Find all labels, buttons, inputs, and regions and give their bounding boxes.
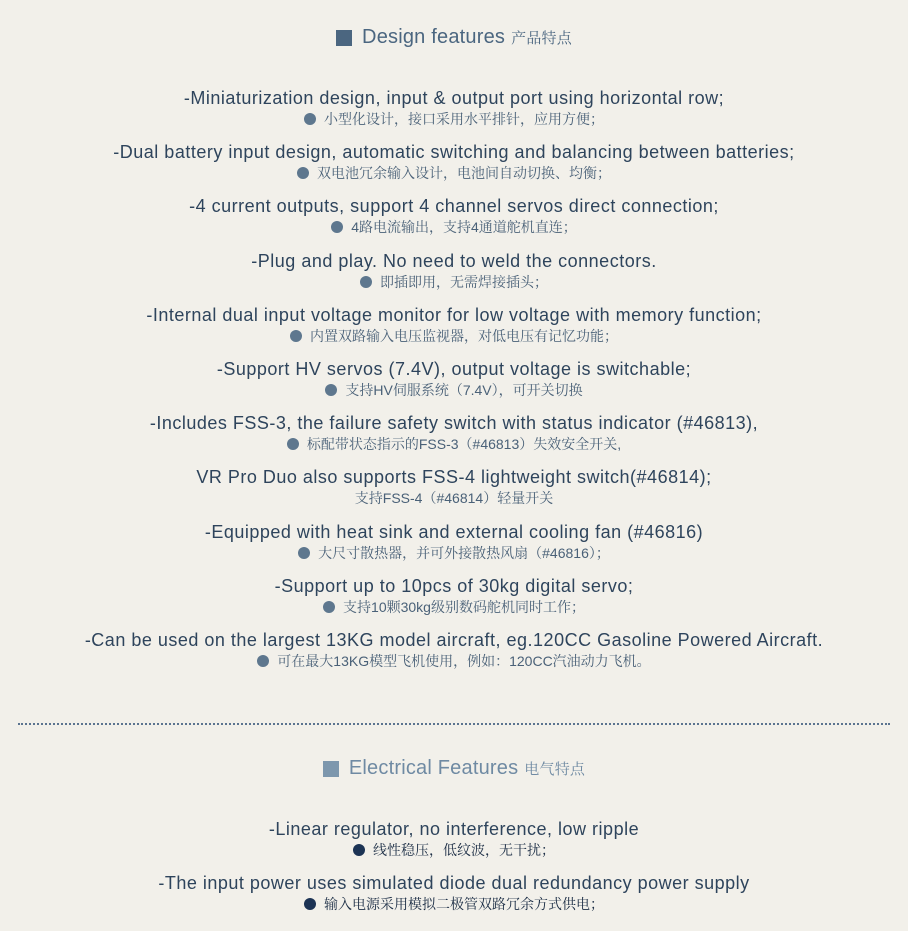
list-item (0, 141, 908, 195)
design-features-title-cn: 产品特点 (511, 30, 572, 47)
feature-en: -Includes FSS-3, the failure safety switch with status indicator (#46813), (149, 413, 759, 434)
list-item (0, 250, 908, 304)
feature-zh: 输入电源采用模拟二极管双路冗余方式供电； (324, 896, 604, 913)
list-item (0, 195, 908, 249)
feature-en: -Plug and play. No need to weld the connectors. (251, 250, 657, 271)
feature-zh: 可在最大13KG模型飞机使用，例如：120CC汽油动力飞机。 (277, 652, 651, 669)
list-item (0, 304, 908, 358)
list-item (0, 575, 908, 629)
dot-bullet-icon (298, 547, 310, 559)
list-item (0, 412, 908, 466)
feature-en: -Support up to 10pcs of 30kg digital servo; (274, 575, 634, 596)
design-features-heading (0, 26, 908, 49)
square-bullet-icon (323, 761, 339, 777)
dot-bullet-icon (257, 655, 269, 667)
feature-zh: 小型化设计，接口采用水平排针，应用方便； (324, 111, 604, 127)
list-item (0, 87, 908, 141)
feature-zh-line (0, 597, 908, 618)
dot-bullet-icon (323, 601, 335, 613)
feature-zh: 内置双路输入电压监视器，对低电压有记忆功能； (310, 327, 618, 344)
electrical-features-heading (0, 757, 908, 780)
feature-zh-line (0, 434, 908, 455)
feature-zh: 4路电流输出，支持4通道舵机直连； (351, 219, 577, 236)
feature-zh: 标配带状态指示的FSS-3（#46813）失效安全开关, (306, 436, 622, 453)
feature-zh: 大尺寸散热器，并可外接散热风扇（#46816）； (318, 544, 610, 561)
feature-zh-line (0, 543, 908, 564)
feature-en: -Miniaturization design, input & output port using horizontal row; (183, 88, 725, 108)
dot-bullet-icon (331, 221, 343, 233)
feature-zh: 支持HV伺服系统（7.4V），可开关切换 (345, 381, 583, 398)
list-item (0, 818, 908, 872)
feature-en: -4 current outputs, support 4 channel servos direct connection; (189, 196, 719, 217)
feature-zh-line (0, 217, 908, 238)
feature-en: -Equipped with heat sink and external cooling fan (#46816) (204, 521, 704, 542)
electrical-features-list (0, 818, 908, 926)
feature-zh: 线性稳压，低纹波，无干扰； (373, 842, 555, 858)
feature-en: -The input power uses simulated diode dual redundancy power supply (158, 873, 750, 894)
list-item (0, 629, 908, 683)
dot-bullet-icon (360, 276, 372, 288)
feature-zh: 双电池冗余输入设计，电池间自动切换、均衡； (317, 165, 611, 182)
dot-bullet-icon (353, 844, 365, 856)
dot-bullet-icon (304, 113, 316, 125)
feature-zh: 支持10颗30kg级别数码舵机同时工作； (343, 598, 585, 615)
dot-bullet-icon (287, 438, 299, 450)
design-features-list (0, 87, 908, 683)
feature-zh-line (0, 894, 908, 915)
list-item (0, 521, 908, 575)
list-item (0, 358, 908, 412)
feature-en: -Can be used on the largest 13KG model aircraft, eg.120CC Gasoline Powered Aircraft. (84, 629, 824, 650)
feature-zh-line (0, 488, 908, 509)
electrical-features-title: Electrical Features (348, 757, 519, 779)
design-features-title: Design features (362, 26, 506, 48)
feature-zh-line (0, 651, 908, 672)
dot-bullet-icon (325, 384, 337, 396)
dotted-divider (18, 723, 890, 725)
electrical-features-title-cn: 电气特点 (524, 761, 586, 778)
feature-zh-line (0, 163, 908, 184)
dot-bullet-icon (290, 330, 302, 342)
feature-zh: 支持FSS-4（#46814）轻量开关 (354, 490, 554, 507)
feature-en: -Dual battery input design, automatic switching and balancing between batteries; (113, 142, 795, 163)
feature-zh-line (0, 109, 908, 130)
feature-en: -Linear regulator, no interference, low ripple (268, 819, 640, 839)
feature-zh-line (0, 272, 908, 293)
list-item (0, 872, 908, 926)
dot-bullet-icon (304, 898, 316, 910)
feature-zh: 即插即用，无需焊接插头； (380, 273, 548, 290)
feature-zh-line (0, 840, 908, 861)
list-item (0, 466, 908, 520)
feature-zh-line (0, 326, 908, 347)
feature-en: -Internal dual input voltage monitor for low voltage with memory function; (146, 304, 762, 325)
feature-zh-line (0, 380, 908, 401)
dot-bullet-icon (297, 167, 309, 179)
feature-en: VR Pro Duo also supports FSS-4 lightweight switch(#46814); (196, 467, 712, 488)
square-bullet-icon (336, 30, 352, 46)
feature-en: -Support HV servos (7.4V), output voltage is switchable; (216, 358, 692, 379)
